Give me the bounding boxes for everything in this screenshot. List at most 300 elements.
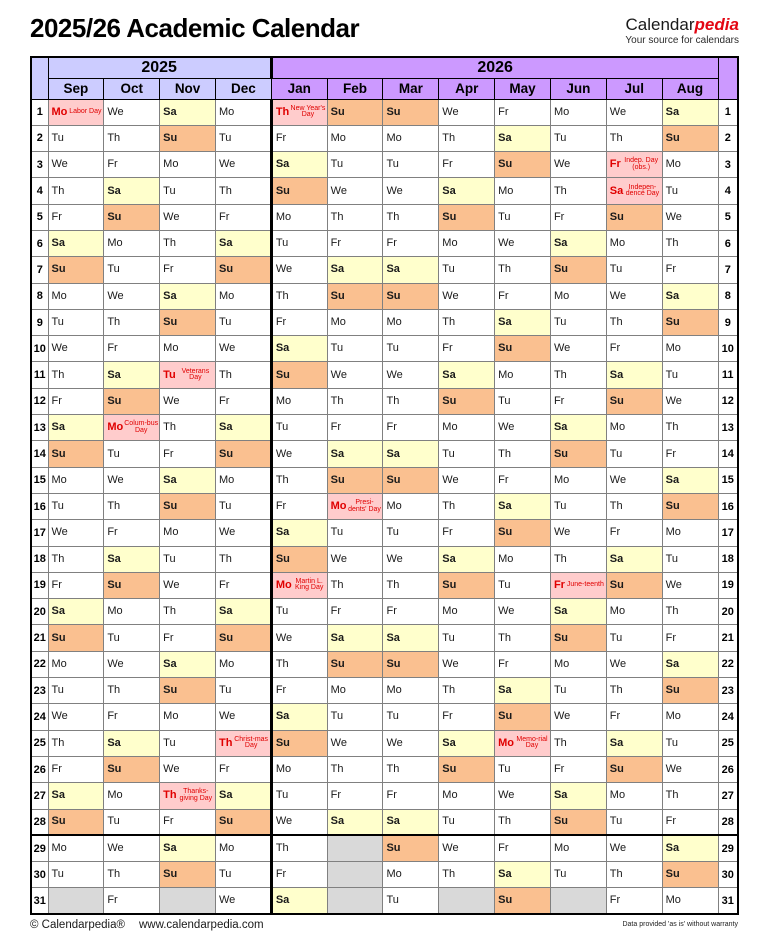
day-cell-sep-13 (48, 415, 104, 441)
day-cell-jun-2 (550, 125, 606, 151)
day-cell-may-19 (495, 572, 551, 598)
day-cell-content (663, 633, 718, 644)
day-cell-content (383, 449, 438, 460)
day-abbr: Su (498, 710, 513, 723)
day-cell-nov-15 (160, 467, 216, 493)
day-cell-content (551, 606, 606, 617)
day-cell-mar-14 (383, 441, 439, 467)
day-abbr: Fr (330, 605, 342, 618)
day-cell-dec-7 (215, 257, 271, 283)
copyright-text: © Calendarpedia® (30, 919, 125, 931)
day-cell-content (383, 317, 438, 328)
day-cell-oct-21 (104, 625, 160, 651)
day-cell-mar-7 (383, 257, 439, 283)
day-cell-content (383, 738, 438, 749)
day-cell-content (439, 790, 494, 801)
day-abbr: Mo (107, 605, 123, 618)
day-cell-content (328, 343, 383, 354)
day-cell-content (216, 711, 270, 722)
day-cell-content (160, 580, 215, 591)
day-abbr: Su (553, 631, 569, 644)
day-abbr: Th (665, 605, 679, 618)
day-cell-content (439, 633, 494, 644)
day-cell-aug-22 (662, 651, 718, 677)
day-cell-jul-20 (606, 599, 662, 625)
day-abbr: Fr (330, 421, 342, 434)
day-abbr: Th (553, 368, 567, 381)
day-cell-content (328, 580, 383, 591)
day-cell-nov-27 (160, 783, 216, 809)
day-abbr: Sa (107, 736, 121, 749)
day-abbr: Mo (218, 657, 235, 670)
day-abbr: Mo (553, 473, 570, 486)
day-cell-apr-14 (439, 441, 495, 467)
day-cell-aug-7 (662, 257, 718, 283)
day-abbr: Sa (553, 789, 568, 802)
day-cell-content (160, 107, 215, 118)
row-number-right: 7 (718, 257, 738, 283)
day-cell-content (607, 264, 662, 275)
day-cell-aug-15 (662, 467, 718, 493)
day-cell-content (383, 475, 438, 486)
day-cell-content (439, 580, 494, 591)
row-number-right: 6 (718, 230, 738, 256)
day-cell-jun-1 (550, 99, 606, 125)
day-cell-content (328, 633, 383, 644)
day-cell-jan-31 (271, 888, 327, 914)
day-cell-sep-24 (48, 704, 104, 730)
day-cell-content (273, 238, 327, 249)
day-cell-dec-9 (215, 309, 271, 335)
day-cell-content (328, 291, 383, 302)
day-cell-jun-25 (550, 730, 606, 756)
row-number-left: 31 (31, 888, 48, 914)
day-cell-dec-4 (215, 178, 271, 204)
day-cell-jan-23 (271, 678, 327, 704)
day-abbr: Th (275, 105, 290, 118)
day-cell-jul-21 (606, 625, 662, 651)
day-cell-may-17 (495, 520, 551, 546)
day-abbr: Mo (275, 763, 292, 776)
day-cell-aug-3 (662, 152, 718, 178)
day-abbr: Fr (665, 447, 676, 460)
day-abbr: Mo (275, 394, 292, 407)
day-cell-sep-19 (48, 572, 104, 598)
day-cell-jul-8 (606, 283, 662, 309)
day-abbr: Su (107, 394, 122, 407)
day-cell-sep-6 (48, 230, 104, 256)
day-abbr: Sa (163, 657, 177, 670)
day-abbr: Fr (498, 473, 509, 486)
day-abbr: Th (553, 184, 567, 197)
day-cell-jun-29 (550, 835, 606, 861)
day-abbr: Sa (51, 789, 65, 802)
day-abbr: Fr (609, 710, 621, 723)
day-cell-jun-24 (550, 704, 606, 730)
day-cell-jan-28 (271, 809, 327, 835)
day-cell-jan-4 (271, 178, 327, 204)
day-abbr: Th (442, 131, 456, 144)
day-cell-mar-23 (383, 678, 439, 704)
day-cell-content (104, 711, 159, 722)
day-abbr: Sa (163, 289, 177, 302)
day-abbr: Fr (275, 684, 287, 697)
day-cell-content (663, 343, 718, 354)
day-cell-jul-1 (606, 99, 662, 125)
day-cell-apr-20 (439, 599, 495, 625)
day-abbr: Tu (386, 158, 399, 171)
day-cell-content (663, 238, 718, 249)
calendar-row-12 (31, 388, 738, 414)
day-cell-nov-31 (160, 888, 216, 914)
footer-url: www.calendarpedia.com (138, 919, 264, 931)
day-abbr: Mo (665, 710, 681, 723)
day-abbr: Sa (442, 184, 456, 197)
day-abbr: Mo (51, 289, 67, 302)
day-cell-mar-31 (383, 888, 439, 914)
day-abbr: Sa (218, 421, 233, 434)
month-header-mar: Mar (383, 78, 439, 99)
day-abbr: Th (442, 316, 456, 329)
day-abbr: Tu (498, 763, 511, 776)
day-cell-may-28 (495, 809, 551, 835)
day-abbr: Th (665, 789, 679, 802)
day-abbr: We (665, 763, 682, 776)
day-cell-content (495, 291, 550, 302)
day-abbr: We (51, 710, 68, 723)
day-cell-apr-29 (439, 835, 495, 861)
day-abbr: Tu (275, 789, 289, 802)
day-cell-nov-7 (160, 257, 216, 283)
day-cell-sep-11 (48, 362, 104, 388)
month-header-jun: Jun (550, 78, 606, 99)
day-cell-aug-29 (662, 835, 718, 861)
day-abbr: Mo (107, 237, 123, 250)
day-cell-feb-31 (327, 888, 383, 914)
day-cell-content (607, 185, 662, 198)
calendar-row-17 (31, 520, 738, 546)
day-abbr: Sa (218, 237, 233, 250)
day-cell-content (328, 500, 383, 513)
day-cell-content (104, 159, 159, 170)
day-cell-content (49, 422, 104, 433)
day-abbr: Tu (442, 631, 455, 644)
day-abbr: We (218, 342, 236, 355)
holiday-label: Christ-mas Day (234, 735, 269, 750)
day-cell-content (49, 738, 104, 749)
day-abbr: Su (218, 263, 234, 276)
day-cell-nov-29 (160, 835, 216, 861)
day-cell-jun-27 (550, 783, 606, 809)
day-cell-jun-17 (550, 520, 606, 546)
day-abbr: We (275, 263, 293, 276)
row-number-right: 22 (718, 651, 738, 677)
day-cell-mar-15 (383, 467, 439, 493)
day-cell-content (216, 238, 270, 249)
month-header-may: May (495, 78, 551, 99)
row-number-left: 8 (31, 283, 48, 309)
day-cell-mar-25 (383, 730, 439, 756)
day-cell-content (551, 738, 606, 749)
day-abbr: Sa (275, 710, 290, 723)
day-cell-nov-26 (160, 756, 216, 782)
day-cell-jan-24 (271, 704, 327, 730)
day-abbr: Fr (275, 500, 287, 513)
day-cell-jun-22 (550, 651, 606, 677)
day-abbr: Sa (665, 289, 680, 302)
day-abbr: Su (609, 210, 624, 223)
day-cell-content (607, 396, 662, 407)
day-abbr: Su (665, 868, 680, 881)
day-abbr: Su (51, 263, 66, 276)
day-abbr: Tu (218, 316, 232, 329)
day-abbr: Tu (553, 684, 567, 697)
day-cell-content (663, 133, 718, 144)
calendar-row-5 (31, 204, 738, 230)
day-abbr: Sa (609, 368, 624, 381)
day-cell-content (383, 685, 438, 696)
day-cell-oct-22 (104, 651, 160, 677)
day-abbr: Fr (163, 447, 174, 460)
day-abbr: We (330, 736, 347, 749)
day-cell-jul-31 (606, 888, 662, 914)
day-cell-jul-24 (606, 704, 662, 730)
day-abbr: Fr (386, 605, 397, 618)
day-cell-jan-25 (271, 730, 327, 756)
day-abbr: We (553, 158, 571, 171)
day-cell-content (273, 264, 327, 275)
day-abbr: Tu (330, 342, 344, 355)
day-cell-content (160, 738, 215, 749)
day-cell-content (551, 422, 606, 433)
day-abbr: We (330, 552, 347, 565)
day-cell-content (328, 159, 383, 170)
day-cell-jul-28 (606, 809, 662, 835)
day-abbr: Tu (51, 868, 64, 881)
day-cell-apr-30 (439, 862, 495, 888)
day-cell-apr-12 (439, 388, 495, 414)
day-cell-content (383, 422, 438, 433)
day-cell-content (104, 843, 159, 854)
day-cell-nov-13 (160, 415, 216, 441)
day-abbr: Th (107, 131, 121, 144)
day-abbr: Mo (553, 105, 570, 118)
day-cell-jan-30 (271, 862, 327, 888)
day-cell-content (328, 554, 383, 565)
day-cell-content (663, 685, 718, 696)
row-number-left: 12 (31, 388, 48, 414)
day-cell-jun-4 (550, 178, 606, 204)
day-cell-content (49, 291, 104, 302)
day-cell-mar-24 (383, 704, 439, 730)
month-header-nov: Nov (160, 78, 216, 99)
day-cell-content (104, 606, 159, 617)
day-cell-content (160, 238, 215, 249)
day-abbr: Sa (51, 237, 65, 250)
day-cell-aug-17 (662, 520, 718, 546)
day-cell-sep-15 (48, 467, 104, 493)
day-cell-content (273, 685, 327, 696)
day-cell-mar-4 (383, 178, 439, 204)
day-cell-dec-8 (215, 283, 271, 309)
row-number-right: 15 (718, 467, 738, 493)
day-abbr: Tu (609, 815, 623, 828)
day-cell-content (383, 843, 438, 854)
day-cell-sep-9 (48, 309, 104, 335)
day-cell-content (104, 895, 159, 906)
day-cell-feb-16 (327, 493, 383, 519)
day-abbr: Su (386, 105, 401, 118)
day-cell-mar-11 (383, 362, 439, 388)
day-cell-content (495, 238, 550, 249)
row-number-left: 3 (31, 152, 48, 178)
day-cell-content (551, 370, 606, 381)
day-abbr: Su (386, 289, 401, 302)
day-cell-content (607, 291, 662, 302)
day-cell-content (160, 606, 215, 617)
day-abbr: We (330, 368, 347, 381)
day-cell-content (607, 133, 662, 144)
day-cell-mar-2 (383, 125, 439, 151)
row-number-left: 28 (31, 809, 48, 835)
day-cell-oct-12 (104, 388, 160, 414)
day-cell-content (439, 869, 494, 880)
day-cell-content (104, 527, 159, 538)
day-cell-oct-9 (104, 309, 160, 335)
day-abbr: Sa (498, 868, 512, 881)
day-cell-content (273, 370, 327, 381)
day-abbr: Th (218, 736, 233, 749)
day-cell-dec-24 (215, 704, 271, 730)
month-header-feb: Feb (327, 78, 383, 99)
day-cell-content (495, 475, 550, 486)
row-number-left: 23 (31, 678, 48, 704)
day-cell-content (439, 159, 494, 170)
day-cell-content (607, 317, 662, 328)
day-cell-content (104, 554, 159, 565)
day-cell-content (104, 790, 159, 801)
day-abbr: Sa (330, 815, 345, 828)
day-cell-content (328, 606, 383, 617)
day-cell-content (328, 422, 383, 433)
day-cell-sep-3 (48, 152, 104, 178)
day-cell-content (104, 475, 159, 486)
calendar-row-25 (31, 730, 738, 756)
day-cell-aug-19 (662, 572, 718, 598)
day-abbr: Th (51, 184, 65, 197)
day-abbr: Su (275, 368, 290, 381)
day-abbr: Th (609, 131, 623, 144)
day-cell-dec-31 (215, 888, 271, 914)
day-cell-jun-16 (550, 493, 606, 519)
day-cell-content (383, 790, 438, 801)
day-cell-content (607, 790, 662, 801)
day-abbr: Su (330, 473, 345, 486)
day-abbr: Th (386, 763, 400, 776)
calendar-row-1 (31, 99, 738, 125)
row-number-right: 18 (718, 546, 738, 572)
day-abbr: Tu (163, 552, 176, 565)
day-cell-sep-18 (48, 546, 104, 572)
day-cell-oct-5 (104, 204, 160, 230)
day-cell-content (551, 317, 606, 328)
day-cell-jul-19 (606, 572, 662, 598)
day-cell-content (383, 159, 438, 170)
day-abbr: Fr (386, 789, 397, 802)
day-abbr: Th (218, 368, 232, 381)
calendar-row-31 (31, 888, 738, 914)
day-cell-content (663, 449, 718, 460)
day-abbr: Fr (51, 394, 62, 407)
day-abbr: Mo (107, 421, 124, 434)
day-cell-content (439, 816, 494, 827)
day-cell-jan-11 (271, 362, 327, 388)
day-abbr: We (107, 289, 124, 302)
day-cell-content (439, 317, 494, 328)
day-cell-content (495, 554, 550, 565)
day-abbr: Fr (163, 815, 174, 828)
day-cell-oct-25 (104, 730, 160, 756)
day-cell-aug-12 (662, 388, 718, 414)
day-cell-content (495, 737, 550, 750)
day-cell-apr-27 (439, 783, 495, 809)
row-number-right: 1 (718, 99, 738, 125)
day-abbr: Th (107, 316, 121, 329)
day-cell-content (607, 633, 662, 644)
day-abbr: We (51, 342, 68, 355)
day-cell-oct-3 (104, 152, 160, 178)
day-cell-jul-6 (606, 230, 662, 256)
day-cell-nov-18 (160, 546, 216, 572)
day-abbr: Th (442, 868, 456, 881)
day-abbr: Sa (330, 447, 345, 460)
day-abbr: Fr (553, 210, 565, 223)
header-corner-left (31, 57, 48, 99)
row-number-left: 24 (31, 704, 48, 730)
day-cell-content (383, 212, 438, 223)
day-cell-content (439, 554, 494, 565)
day-cell-apr-10 (439, 336, 495, 362)
day-abbr: Fr (275, 868, 287, 881)
day-cell-nov-23 (160, 678, 216, 704)
day-cell-content (663, 501, 718, 512)
row-number-left: 10 (31, 336, 48, 362)
day-cell-content (663, 816, 718, 827)
day-abbr: We (275, 447, 293, 460)
day-cell-content (160, 291, 215, 302)
row-number-left: 17 (31, 520, 48, 546)
day-abbr: Tu (330, 710, 344, 723)
day-cell-aug-16 (662, 493, 718, 519)
day-abbr: Sa (330, 263, 345, 276)
day-abbr: Tu (553, 500, 567, 513)
day-abbr: Fr (107, 158, 118, 171)
day-abbr: Th (107, 684, 121, 697)
day-cell-content (160, 186, 215, 197)
day-cell-content (273, 790, 327, 801)
day-cell-content (160, 159, 215, 170)
day-cell-jun-23 (550, 678, 606, 704)
day-cell-content (663, 843, 718, 854)
day-abbr: Fr (553, 578, 565, 591)
day-cell-may-21 (495, 625, 551, 651)
day-cell-apr-4 (439, 178, 495, 204)
day-cell-content (216, 790, 270, 801)
day-cell-content (551, 186, 606, 197)
day-cell-feb-26 (327, 756, 383, 782)
day-cell-jan-14 (271, 441, 327, 467)
day-abbr: Tu (442, 263, 455, 276)
